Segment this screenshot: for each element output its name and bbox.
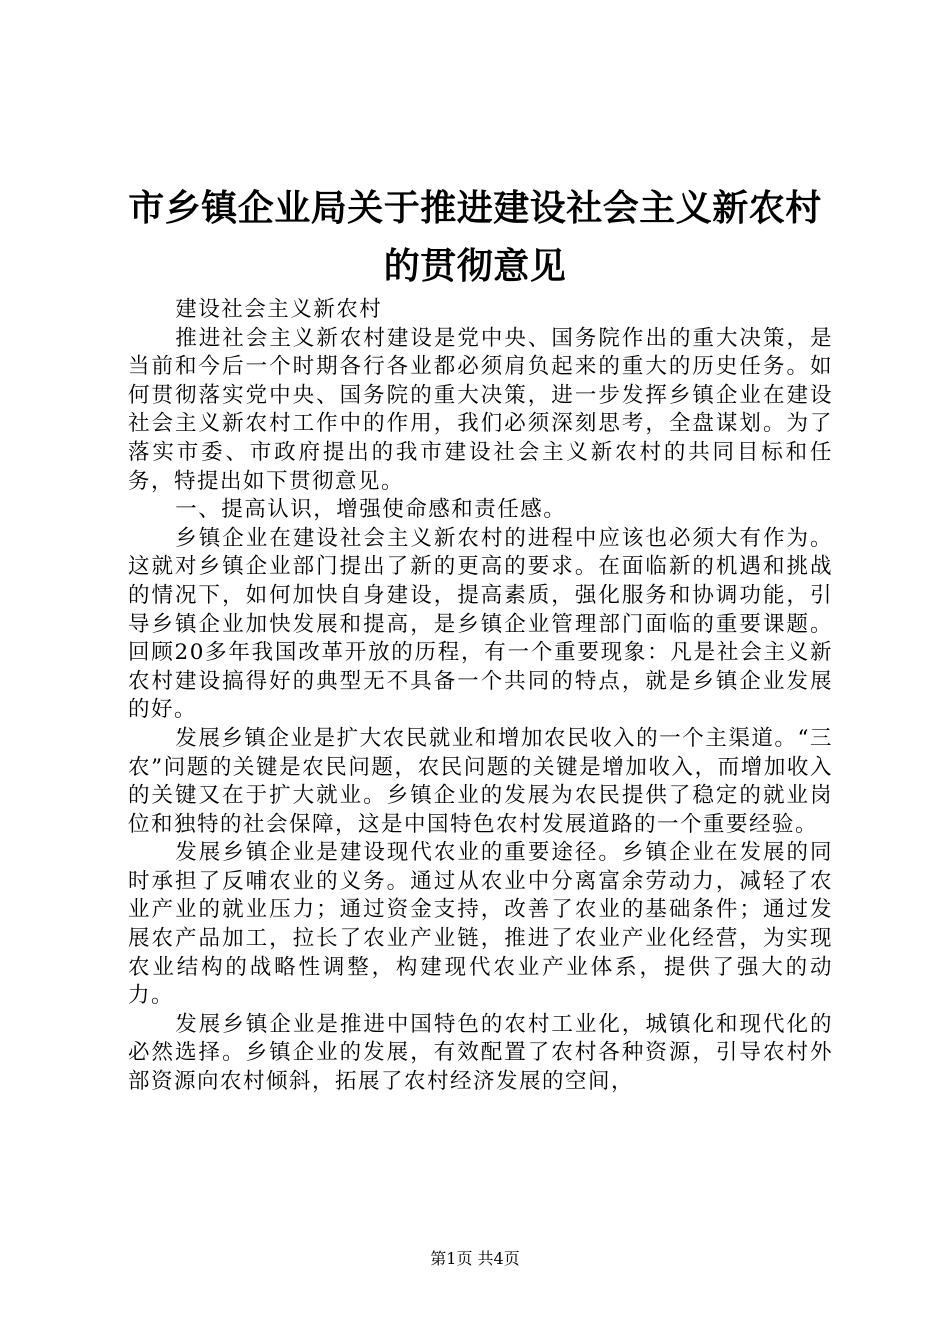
paragraph: 发展乡镇企业是建设现代农业的重要途径。乡镇企业在发展的同时承担了反哺农业的义务。通过从农业中分离富余劳动力，减轻了农业产业的就业压力；通过资金支持，改善了农业的基础条件；通过发展农产品加工，拉长了农业产业链，推进了农业产业化经营，为实现农业结构的战略性调整，构建现代农业产业体系，提供了强大的动力。 bbox=[128, 840, 833, 1009]
document-body bbox=[128, 296, 833, 1097]
section-heading: 一、提高认识，增强使命感和责任感。 bbox=[175, 497, 567, 523]
page-footer: 第1页 共4页 bbox=[430, 1249, 520, 1268]
paragraph: 发展乡镇企业是推进中国特色的农村工业化，城镇化和现代化的必然选择。乡镇企业的发展，有效配置了农村各种资源，引导农村外部资源向农村倾斜，拓展了农村经济发展的空间， bbox=[128, 1011, 833, 1095]
document-title: 市乡镇企业局关于推进建设社会主义新农村的贯彻意见 bbox=[128, 188, 822, 287]
paragraph: 乡镇企业在建设社会主义新农村的进程中应该也必须大有作为。这就对乡镇企业部门提出了新的更高的要求。在面临新的机遇和挑战的情况下，如何加快自身建设，提高素质，强化服务和协调功能，引导乡镇企业加快发展和提高，是乡镇企业管理部门面临的重要课题。回顾20多年我国改革开放的历程，有一个重要现象：凡是社会主义新农村建设搞得好的典型无不具备一个共同的特点，就是乡镇企业发展的好。 bbox=[128, 525, 833, 723]
paragraph: 推进社会主义新农村建设是党中央、国务院作出的重大决策，是当前和今后一个时期各行各业都必须肩负起来的重大的历史任务。如何贯彻落实党中央、国务院的重大决策，进一步发挥乡镇企业在建设社会主义新农村工作中的作用，我们必须深刻思考，全盘谋划。为了落实市委、市政府提出的我市建设社会主义新农村的共同目标和任务，特提出如下贯彻意见。 bbox=[128, 325, 833, 494]
paragraph: 发展乡镇企业是扩大农民就业和增加农民收入的一个主渠道。“三农”问题的关键是农民问题，农民问题的关键是增加收入，而增加收入的关键又在于扩大就业。乡镇企业的发展为农民提供了稳定的就业岗位和独特的社会保障，这是中国特色农村发展道路的一个重要经验。 bbox=[128, 725, 833, 837]
paragraph: 建设社会主义新农村 bbox=[175, 297, 383, 322]
